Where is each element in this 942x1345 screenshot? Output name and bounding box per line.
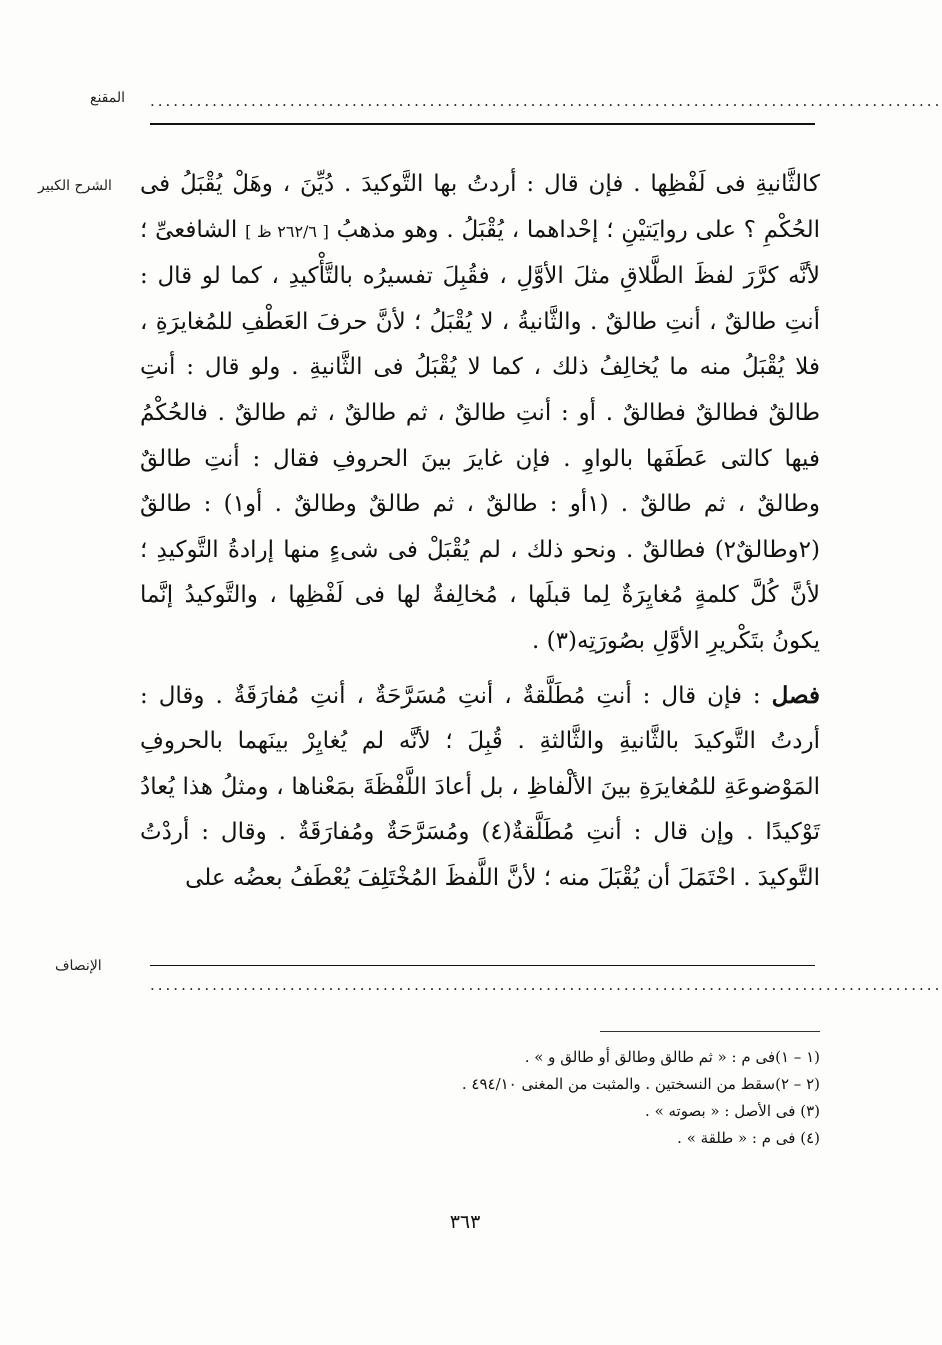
page-reference: [ ٢٦٢/٦ ظ ]	[245, 221, 329, 241]
footnote-separator	[600, 1031, 820, 1032]
footnotes	[300, 1044, 820, 1152]
section-heading-fasl: فصل	[771, 681, 820, 709]
margin-label-sharh: الشرح الكبير	[38, 178, 112, 194]
paragraph-2-text: : فإن قال : أنتِ مُطَلَّقةٌ ، أنتِ مُسَرَّحَةٌ ، أنتِ مُفارَقَةٌ . وقال : أردتُ التَّوكيدَ بالثَّانيةِ والثَّالثةِ . قُبِلَ ؛ لأنَّه لم يُغايِرْ بينَهما بالحروفِ المَوْضوعَةِ للمُغايرَةِ بينَ الألْفاظِ ، بل أعادَ اللَّفْظَةَ بمَعْناها ، ومثلُ هذا يُعادُ تَوْكيدًا . وإن قال : أنتِ مُطَلَّقةٌ(٤) ومُسَرَّحَةٌ ومُفارَقَةٌ . وقال : أردْتُ التَّوكيدَ . احْتَمَلَ أن يُقْبَلَ منه ؛ لأنَّ اللَّفظَ المُخْتَلِفَ يُعْطَفُ بعضُه على	[140, 682, 820, 891]
main-text	[140, 162, 820, 902]
paragraph-1-text: كالثَّانيةِ فى لَفْظِها . فإن قال : أردتُ بها التَّوكيدَ . دُيِّنَ ، وهَلْ يُقْبَلُ فى الحُكْمِ ؟ على روايَتيْنِ ؛ إحْداهما ، يُقْبَلُ . وهو مذهبُ	[140, 171, 821, 243]
page-number: ٣٦٣	[449, 1211, 481, 1233]
margin-label-insaf: الإنصاف	[55, 958, 102, 974]
footnote-4: (٤) فى م : « طلقة » .	[677, 1129, 820, 1147]
footnote-2: (٢ – ٢)سقط من النسختين . والمثبت من المغنى ٤٩٤/١٠ .	[461, 1075, 820, 1093]
insaf-rule	[150, 965, 815, 966]
insaf-dotted-line: ......................................................................................................	[150, 976, 942, 994]
header-rule	[150, 123, 815, 125]
paragraph-2	[140, 673, 820, 902]
header-book-title: المقنع	[90, 90, 126, 106]
header-dotted-line: ......................................................................................................	[150, 92, 942, 110]
paragraph-1-continued: الشافعىِّ ؛ لأنَّه كرَّرَ لفظَ الطَّلاقِ مثلَ الأوَّلِ ، فقُبِلَ تفسيرُه بالتَّأْكيدِ ، كما لو قال : أنتِ طالقٌ ، أنتِ طالقٌ . والثَّانيةُ ، لا يُقْبَلُ ؛ لأنَّ حرفَ العَطْفِ للمُغايرَةِ ، فلا يُقْبَلُ منه ما يُخالِفُ ذلك ، كما لا يُقْبَلُ فى الثَّانيةِ . ولو قال : أنتِ طالقٌ فطالقٌ فطالقٌ . أو : أنتِ طالقٌ ، ثم طالقٌ ، ثم طالقٌ . فالحُكْمُ فيها كالتى عَطَفَها بالواوِ . فإن غايرَ بينَ الحروفِ فقال : أنتِ طالقٌ وطالقٌ ، ثم طالقٌ . (١أو : طالقٌ ، ثم طالقٌ وطالقٌ . أو١) : طالقٌ (٢وطالقٌ٢) فطالقٌ . ونحو ذلك ، لم يُقْبَلْ فى شىءٍ منها إرادةُ التَّوكيدِ ؛ لأنَّ كُلَّ كلمةٍ مُغايِرَةٌ لِما قبلَها ، مُخالِفةٌ لها فى لَفْظِها ، والتَّوكيدُ إنَّما يكونُ بتَكْريرِ الأوَّلِ بصُورَتِه(٣) .	[140, 216, 820, 654]
paragraph-1	[140, 162, 820, 665]
footnote-1: (١ – ١)فى م : « ثم طالق وطالق أو طالق و » .	[524, 1048, 820, 1066]
footnote-3: (٣) فى الأصل : « بصوته » .	[645, 1102, 820, 1120]
